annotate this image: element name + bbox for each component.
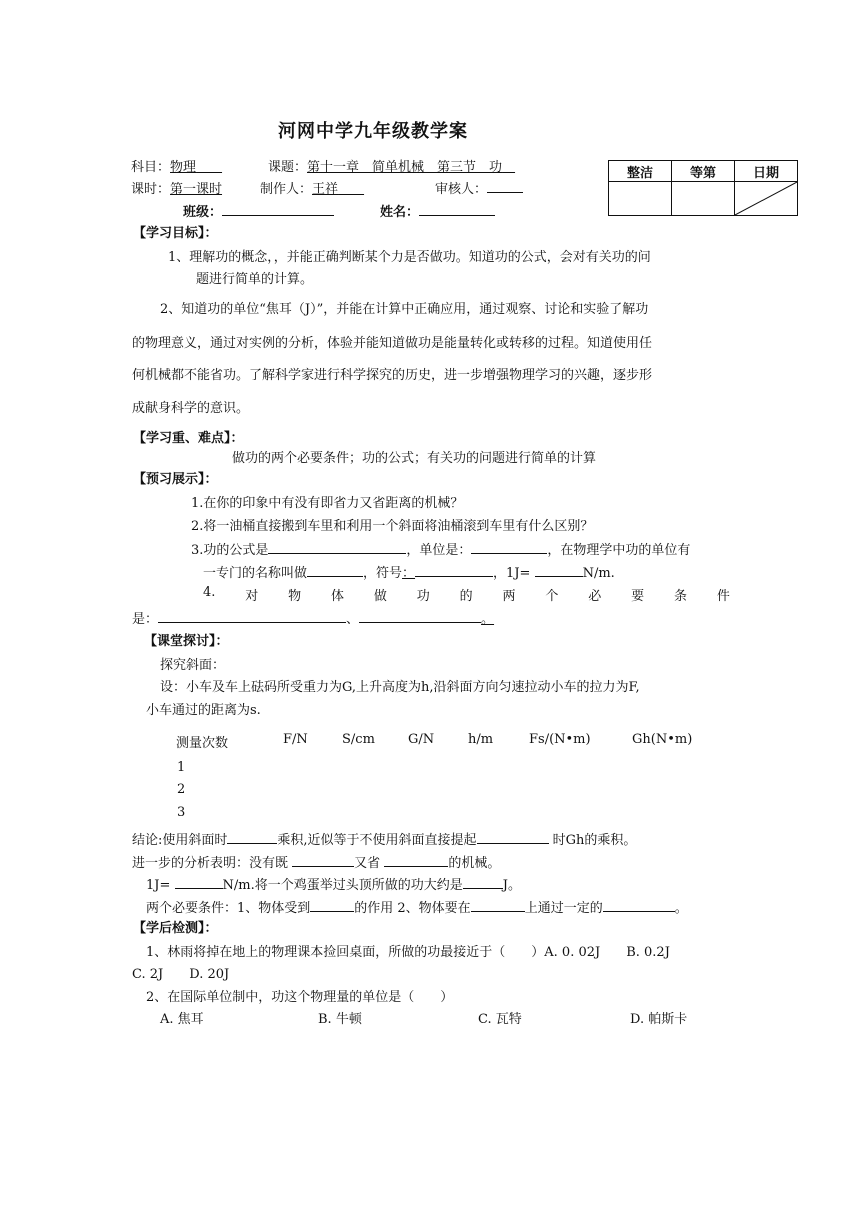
conclusion-blank-1[interactable] — [227, 831, 277, 844]
eval-cell-date[interactable] — [735, 182, 798, 216]
col-weight: G/N — [408, 732, 435, 747]
eval-cell-neatness[interactable] — [609, 182, 672, 216]
class-blank[interactable] — [222, 203, 334, 216]
test-question-2: 2、在国际单位制中，功这个物理量的单位是（ ） — [146, 990, 454, 1005]
col-trial: 测量次数 — [176, 736, 229, 751]
preview-question-3: 3.功的公式是 ，单位是： ，在物理学中功的单位有 — [191, 543, 691, 558]
classroom-subheading: 探究斜面： — [160, 658, 226, 673]
goals-heading: 【学习目标】： — [133, 226, 218, 241]
reviewer-label: 审核人： — [435, 182, 488, 197]
name-label: 姓名： — [380, 205, 420, 220]
topic-value: 第十一章 简单机械 第三节 功 — [307, 160, 503, 175]
col-work-gh: Gh(N•m) — [632, 732, 693, 747]
eval-header-neatness: 整洁 — [609, 161, 672, 182]
goal-item-1-line-1: 1、理解功的概念，，并能正确判断某个力是否做功。知道功的公式，会对有关功的问 — [168, 250, 651, 265]
period-label: 课时： — [131, 182, 171, 197]
condition-blank-2[interactable] — [359, 610, 481, 623]
conclusion-line: 结论:使用斜面时 乘积,近似等于不使用斜面直接提起 时Gh的乘积。 — [132, 833, 637, 848]
further-blank-2[interactable] — [384, 854, 448, 867]
further-analysis-line: 进一步的分析表明：没有既 又省 的机械。 — [132, 856, 501, 871]
cond-blank-1[interactable] — [310, 899, 354, 912]
symbol-blank[interactable] — [415, 564, 493, 577]
cond-blank-3[interactable] — [603, 899, 675, 912]
topic-label: 课题： — [268, 160, 308, 175]
table-row-3: 3 — [177, 805, 186, 820]
goal-item-2-line-1: 2、知道功的单位“焦耳（J）”，并能在计算中正确应用，通过观察、讨论和实验了解功 — [160, 302, 649, 317]
goal-item-1-line-2: 题进行简单的计算。 — [196, 272, 314, 287]
condition-blank-1[interactable] — [158, 610, 346, 623]
subject-label: 科目： — [131, 160, 171, 175]
col-height: h/m — [468, 732, 494, 747]
col-distance: S/cm — [342, 732, 375, 747]
diagonal-line — [735, 182, 797, 215]
class-line — [183, 201, 334, 220]
evaluation-table — [608, 160, 798, 216]
conclusion-blank-2[interactable] — [477, 831, 549, 844]
preview-question-1: 1.在你的印象中有没有即省力又省距离的机械？ — [191, 496, 464, 511]
test-question-1-line-1: 1、林雨将掉在地上的物理课本捡回桌面，所做的功最接近于（ ）A. 0. 02J B. 0.2J — [146, 945, 670, 960]
option-d[interactable]: D. 帕斯卡 — [630, 1012, 688, 1027]
egg-blank-2[interactable] — [463, 876, 503, 889]
name-blank[interactable] — [419, 203, 495, 216]
classroom-setup-line-2: 小车通过的距离为s. — [146, 703, 261, 718]
period-line — [131, 178, 222, 197]
further-blank-1[interactable] — [292, 854, 354, 867]
col-work-fs: Fs/(N•m) — [529, 732, 591, 747]
eval-cell-grade[interactable] — [672, 182, 735, 216]
subject-line — [131, 156, 222, 175]
reviewer-blank[interactable] — [487, 180, 523, 193]
joule-blank[interactable] — [535, 564, 583, 577]
author-value: 王祥 — [312, 182, 339, 197]
option-c[interactable]: C. 瓦特 — [478, 1012, 522, 1027]
test-question-1-line-2: C. 2J D. 20J — [132, 967, 230, 982]
class-label: 班级： — [183, 205, 223, 220]
classroom-heading: 【课堂探讨】： — [144, 634, 229, 649]
eval-header-date: 日期 — [735, 161, 798, 182]
col-force: F/N — [283, 732, 308, 747]
cond-blank-2[interactable] — [471, 899, 525, 912]
table-row-2: 2 — [177, 782, 186, 797]
key-points-heading: 【学习重、难点】： — [133, 431, 244, 446]
goal-item-2-line-4: 成献身科学的意识。 — [132, 401, 250, 416]
classroom-setup-line-1: 设：小车及车上砝码所受重力为G,上升高度为h,沿斜面方向匀速拉动小车的拉力为F, — [160, 680, 640, 695]
test-heading: 【学后检测】： — [133, 921, 218, 936]
table-row-1: 1 — [177, 760, 186, 775]
egg-blank-1[interactable] — [175, 876, 223, 889]
preview-question-2: 2.将一油桶直接搬到车里和利用一个斜面将油桶滚到车里有什么区别？ — [191, 519, 594, 534]
author-line — [260, 178, 364, 197]
egg-line: 1J= N/m.将一个鸡蛋举过头顶所做的功大约是 J。 — [146, 878, 521, 893]
formula-blank[interactable] — [268, 541, 406, 554]
subject-value: 物理 — [170, 160, 197, 175]
preview-question-4: 4. 对 物 体 做 功 的 两 个 必 要 条 件 — [203, 585, 730, 604]
page-title: 河网中学九年级教学案 — [278, 121, 468, 142]
topic-line — [268, 156, 515, 175]
author-label: 制作人： — [260, 182, 313, 197]
period-value: 第一课时 — [170, 182, 223, 197]
unit-blank[interactable] — [471, 541, 547, 554]
two-conditions-line: 两个必要条件：1、物体受到 的作用 2、物体要在 上通过一定的 。 — [146, 901, 688, 916]
preview-heading: 【预习展示】： — [133, 472, 218, 487]
goal-item-2-line-2: 的物理意义，通过对实例的分析，体验并能知道做功是能量转化或转移的过程。知道使用任 — [132, 336, 653, 351]
name-line — [380, 201, 495, 220]
eval-header-grade: 等第 — [672, 161, 735, 182]
option-b[interactable]: B. 牛顿 — [318, 1012, 362, 1027]
preview-question-3-cont: 一专门的名称叫做 ，符号： ，1J= N/m. — [203, 566, 615, 581]
option-a[interactable]: A. 焦耳 — [160, 1012, 204, 1027]
reviewer-line — [435, 178, 523, 197]
preview-question-4-cont: 是： 、 。 — [132, 612, 495, 627]
goal-item-2-line-3: 何机械都不能省功。了解科学家进行科学探究的历史，进一步增强物理学习的兴趣，逐步形 — [132, 368, 653, 383]
unit-name-blank[interactable] — [307, 564, 363, 577]
key-points-text: 做功的两个必要条件；功的公式；有关功的问题进行简单的计算 — [232, 451, 597, 466]
